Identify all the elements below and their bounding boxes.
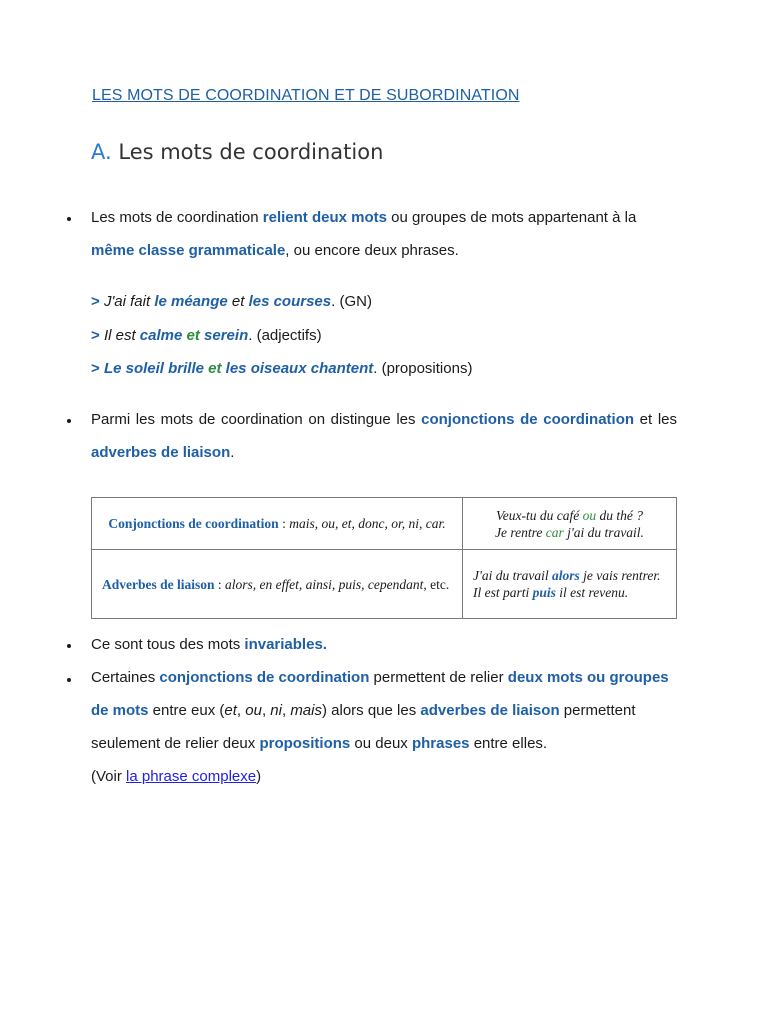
phrase-complexe-link[interactable]: la phrase complexe — [126, 768, 257, 785]
highlight: conjonctions de coordination — [421, 411, 635, 428]
text: . (adjectifs) — [248, 327, 322, 344]
text: J'ai fait — [103, 293, 155, 310]
example-line — [91, 292, 372, 312]
green-highlight: et — [182, 327, 205, 344]
table-row — [92, 550, 677, 619]
text: . — [230, 444, 235, 461]
text: Veux-tu du café — [496, 507, 583, 523]
text: ou — [245, 702, 262, 719]
text: il est revenu. — [555, 585, 629, 600]
table-cell-definition — [92, 498, 463, 550]
highlight: conjonctions de coordination — [159, 669, 370, 686]
highlight: propositions — [259, 735, 351, 752]
text: j'ai du travail. — [563, 524, 644, 540]
text: entre eux ( — [148, 702, 225, 719]
text: : — [214, 576, 226, 592]
highlight: serein — [204, 327, 249, 344]
document-title: LES MOTS DE COORDINATION ET DE SUBORDINATION — [92, 87, 520, 104]
highlight: adverbes de liaison — [91, 444, 231, 461]
text: ni — [270, 702, 282, 719]
text: ) — [256, 768, 262, 785]
text: du thé ? — [596, 507, 643, 523]
word-list: alors, en effet, ainsi, puis, cependant — [225, 576, 424, 592]
text: mais — [290, 702, 322, 719]
green-highlight: et — [203, 360, 226, 377]
paragraph-relier — [91, 661, 677, 793]
text: entre elles. — [469, 735, 548, 752]
highlight: Le soleil brille — [103, 360, 204, 377]
section-heading — [91, 140, 383, 164]
text: . (propositions) — [373, 360, 473, 377]
paragraph-distinction — [91, 403, 677, 469]
text: Certaines — [91, 669, 160, 686]
text: permettent seulement de relier deux — [91, 702, 636, 752]
table-cell-example — [463, 498, 677, 550]
text: Les mots de coordination — [91, 209, 263, 226]
text: , — [236, 702, 246, 719]
text: , etc. — [423, 576, 450, 592]
example-line — [91, 326, 322, 346]
text: , — [261, 702, 271, 719]
text: permettent de relier — [369, 669, 508, 686]
highlight: phrases — [411, 735, 470, 752]
text: , — [281, 702, 291, 719]
highlight: les courses — [248, 293, 332, 310]
text: Je rentre — [495, 524, 546, 540]
bullet-icon — [66, 644, 74, 652]
text: et — [224, 702, 237, 719]
text: : — [278, 516, 290, 531]
term: Adverbes de liaison — [102, 576, 215, 592]
paragraph-coordination-definition — [91, 201, 677, 267]
highlight: puis — [532, 585, 556, 600]
highlight: alors — [552, 568, 580, 583]
term: Conjonctions de coordination — [108, 516, 279, 531]
highlight: même classe grammaticale — [91, 242, 286, 259]
bullet-icon — [66, 419, 74, 427]
coordination-table — [91, 497, 677, 619]
arrow-marker: > — [91, 293, 104, 310]
arrow-marker: > — [91, 360, 104, 377]
text: ou deux — [350, 735, 412, 752]
green-highlight: ou — [582, 507, 597, 523]
table-cell-example — [463, 550, 677, 619]
section-letter: A. — [91, 140, 112, 164]
section-heading-text: Les mots de coordination — [118, 140, 384, 164]
text: J'ai du travail — [473, 568, 553, 583]
highlight: deux mots ou groupes de mots — [91, 669, 669, 719]
text: Ce sont tous des mots — [91, 636, 245, 653]
text: Parmi les mots de coordination on distingue les — [91, 411, 422, 428]
highlight: relient deux mots — [262, 209, 387, 226]
table-row — [92, 498, 677, 550]
text: . (GN) — [331, 293, 372, 310]
word-list: mais, ou, et, donc, or, ni, car. — [289, 516, 446, 531]
text: (Voir — [91, 768, 127, 785]
text: , ou encore deux phrases. — [285, 242, 459, 259]
arrow-marker: > — [91, 327, 104, 344]
bullet-icon — [66, 217, 74, 225]
highlight: calme — [139, 327, 183, 344]
text: et — [227, 293, 249, 310]
text: ) alors que les — [321, 702, 421, 719]
text: Il est — [103, 327, 140, 344]
example-line — [91, 359, 472, 379]
bullet-icon — [66, 678, 74, 686]
highlight: adverbes de liaison — [420, 702, 560, 719]
paragraph-invariables — [91, 628, 677, 661]
green-highlight: car — [545, 524, 564, 540]
highlight: le méange — [154, 293, 228, 310]
text: ou groupes de mots appartenant à la — [386, 209, 637, 226]
text: et les — [634, 411, 677, 428]
table-cell-definition — [92, 550, 463, 619]
text: je vais rentrer. — [579, 568, 661, 583]
highlight: invariables. — [244, 636, 327, 653]
highlight: les oiseaux chantent — [225, 360, 374, 377]
text: Il est parti — [473, 585, 533, 600]
